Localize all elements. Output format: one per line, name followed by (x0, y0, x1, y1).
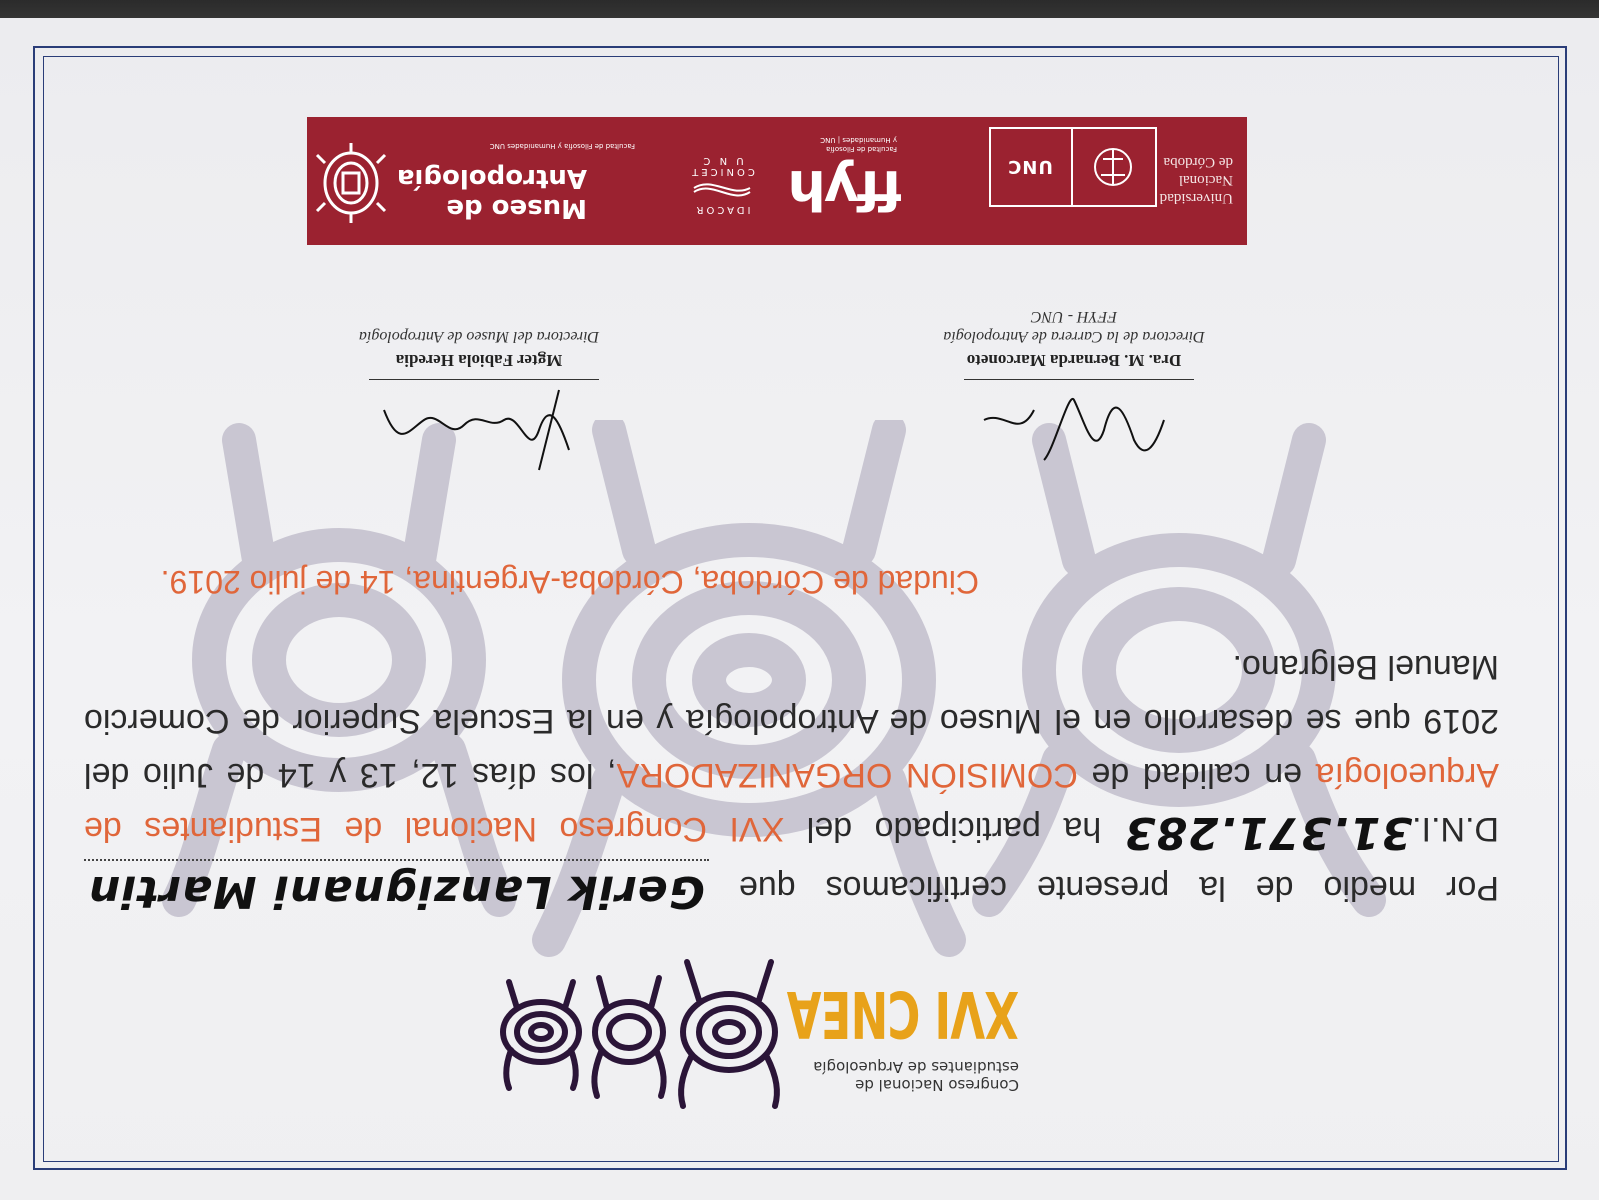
city-date: Ciudad de Córdoba, Córdoba-Argentina, 14 de julio 2019. (160, 564, 979, 600)
signature-line (964, 379, 1194, 380)
signer-role-2: FFYH - UNC (1030, 308, 1118, 325)
participant-name-line (84, 859, 709, 918)
role-name: COMISIÓN ORGANIZADORA (616, 756, 1078, 794)
institutions-band (307, 117, 1247, 245)
certificate-body (84, 640, 1499, 918)
cnea-logo (479, 952, 1019, 1112)
ffyh-logo: ffyh (789, 158, 902, 221)
logo-subtitle-line2: estudiantes de Arqueología (813, 1058, 1019, 1076)
signer-role: Directora del Museo de Antropología (358, 328, 600, 345)
turtle-logo-icon (315, 141, 387, 227)
glyph-small (503, 982, 579, 1088)
signature-marconeto (954, 380, 1194, 480)
glyph-large (681, 962, 777, 1106)
logo-title: XVI CNEA (787, 976, 1019, 1050)
unc-crest-icon (1089, 141, 1137, 193)
idacor-conicet-logo (677, 155, 767, 215)
body-intro: Por medio de la presente certificamos que (738, 869, 1499, 907)
signature-heredia (359, 380, 599, 480)
unc-university-text (1160, 153, 1233, 207)
univ-line1: Universidad (1159, 190, 1233, 206)
dni-number: 31.371.283 (1123, 807, 1413, 858)
conicet-text: CONICET (689, 166, 755, 177)
museo-subtitle: Facultad de Filosofía y Humanidades UNC (489, 142, 635, 150)
congress-name: XVI Congreso Nacional de Estudiantes de Arqueología (83, 756, 1499, 848)
museo-logo-text (397, 163, 587, 223)
signer-name: Mgter Fabiola Heredia (395, 351, 563, 370)
signer-role: Directora de la Carrera de Antropología (943, 328, 1205, 345)
unc-letters: U N C (700, 155, 744, 166)
unc-divider (1071, 129, 1073, 205)
univ-line2: Nacional (1178, 172, 1233, 188)
dni-label: D.N.I. (1412, 810, 1499, 848)
ffyh-subtitle (820, 135, 897, 153)
conicet-swoosh-icon (692, 180, 752, 204)
logo-glyphs (489, 952, 789, 1112)
role-intro: en calidad de (1091, 756, 1303, 794)
unc-text: UNC (1007, 156, 1053, 177)
museo-line1: Museo de (446, 193, 587, 223)
glyph-medium (594, 978, 663, 1096)
unc-logo-box (989, 127, 1157, 207)
ffyh-sub-1: Facultad de Filosofía (826, 145, 897, 153)
signer-name: Dra. M. Bernarda Marconeto (966, 351, 1182, 370)
univ-line3: de Córdoba (1163, 154, 1233, 170)
body-details: , los días 12, 13 y 14 de Julio del 2019 que se desarrollo en el Museo de Antropología y en la Escuela Superior de Comercio Manuel Belgrano. (83, 648, 1499, 794)
participant-name: Gerik Lanzignani Martin (88, 866, 705, 917)
participated-text: ha participado del (806, 810, 1102, 848)
logo-subtitle-line1: Congreso Nacional de (855, 1076, 1019, 1094)
ffyh-sub-2: y Humanidades | UNC (820, 136, 897, 144)
signature-block-heredia (279, 328, 600, 480)
museo-line2: Antropología (396, 163, 587, 193)
certificate-paper (0, 18, 1599, 1200)
idacor-text: IDACOR (693, 204, 751, 215)
signature-line (369, 379, 599, 380)
signature-block-marconeto (874, 308, 1205, 480)
